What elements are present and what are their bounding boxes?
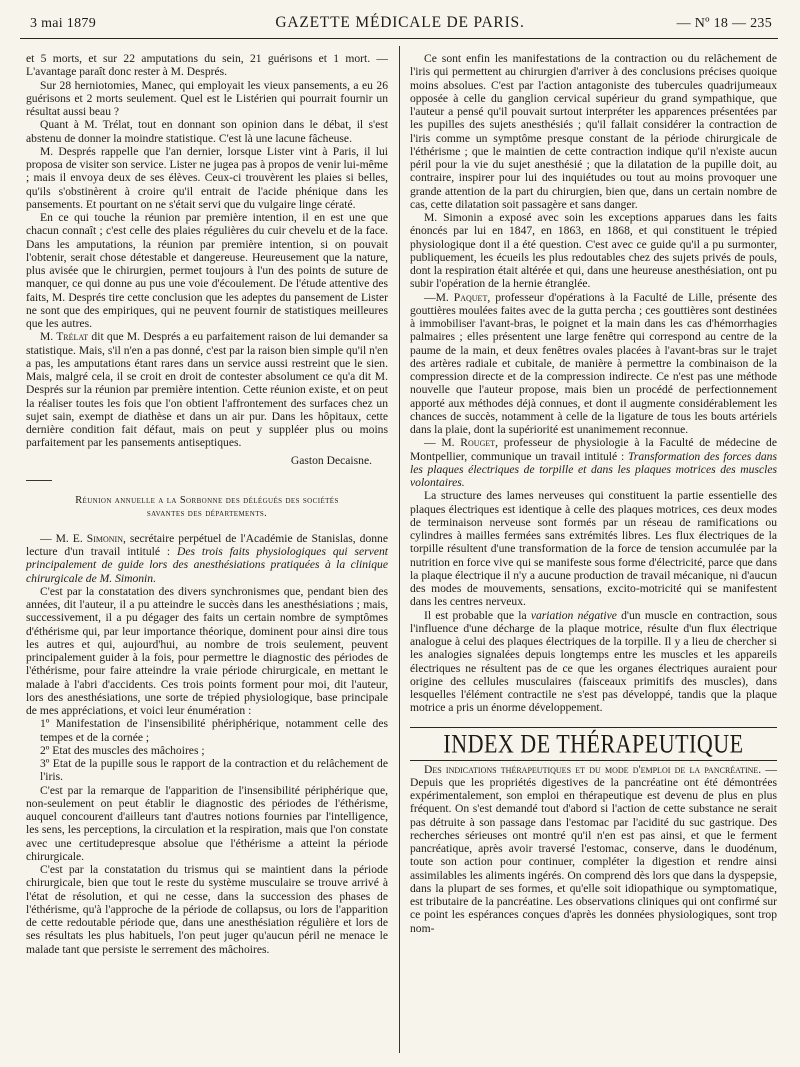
- running-header: [20, 10, 780, 40]
- paragraph: M. Després rappelle que l'an dernier, lorsque Lister vint à Paris, il lui proposa de visiter son service. Lister ne jugea pas à propos de venir lui-même ; mais il envoya deux de ses élèves. Ceux-ci trouvèrent les plaies si belles, qu'ils s'obstinèrent à croire qu'il entrait de l'acide phénique dans les pansements. Et pourtant on ne s'était servi que du vulgaire linge cératé.: [26, 144, 388, 211]
- paragraph: La structure des lames nerveuses qui constituent la partie essentielle des plaques électriques est identique à celle des plaques motrices, ces deux modes de terminaison nerveuse sont formés par un réseau de ramifications ou cylindres à mailles fermées sans extrémités libres. Les flux électriques de la torpille résultent d'une transformation de la force de tension accumulée par la nutrition en force vive qui se manifeste sous forme d'électricité, parce que dans la plaque électrique il n'y a aucune production de travail mécanique, ni d'aucun des modes de mouvements, sensations, excito-motricité qui se manifestent dans les centres nerveux.: [410, 489, 777, 609]
- numbered-list: [26, 717, 388, 783]
- work-title: Des trois faits physiologiques qui servent principalement de guide lors des anesthésiations pratiquées à la clinique chirurgicale de M. Simonin.: [26, 545, 388, 585]
- paragraph-text: , professeur de physiologie à la Faculté de médecine de Montpellier, communique un travail intitulé :: [410, 436, 778, 463]
- list-item: 1º Manifestation de l'insensibilité phériphérique, notamment celle des tempes et de la cornée ;: [40, 717, 388, 744]
- header-issue: — Nº 18 — 235: [676, 16, 772, 31]
- paragraph: C'est par la constatation du trismus qui se maintient dans la période chirurgicale, bien que tout le reste du système musculaire se trouve arrivé à l'état de résolution, et qui ne cesse, dans la succession des phases de l'éthérisme, qu'à l'approche de la période de collapsus, ou lors de l'apparition de cette redoutable période que, dans une anesthésiation régulière et lors de ses résultats les plus habituels, l'on peut juger qu'aucun péril ne menace le malade tant que persiste le serrement des mâchoires.: [26, 863, 388, 956]
- section-title-line: Réunion annuelle a la Sorbonne des délégués des sociétés: [75, 494, 339, 506]
- header-rule: [20, 38, 778, 39]
- index-title: INDEX DE THÉRAPEUTIQUE: [443, 728, 744, 758]
- section-divider: [26, 480, 52, 481]
- work-title: Transformation des forces dans les plaques électriques de torpille et dans les plaques motrices des muscles volontaires.: [410, 449, 777, 489]
- paragraph: [410, 436, 777, 489]
- column-divider: [399, 46, 400, 1053]
- list-item: 3º Etat de la pupille sous le rapport de la contraction et du relâchement de l'iris.: [40, 757, 388, 784]
- paragraph: [410, 609, 777, 715]
- speaker-name: — M. Rouget: [424, 436, 496, 450]
- speaker-name: —M. Paquet: [424, 290, 488, 304]
- paragraph: En ce qui touche la réunion par première intention, il en est une que chacun connaît ; c'est celle des plaies régulières du cuir chevelu et de la face. Dans les amputations, la réunion par première intention, si on pouvait l'obtenir, serait chose détestable et dangereuse. Heureusement que la nature, plus avisée que le chirurgien, permet toujours à l'un des points de suture de manquer, ce qui donne au pus une voie d'écoulement. De l'étude attentive des faits, M. Després tire cette conclusion que les adeptes du pansement de Lister ne sont que des empiriques, qui ne peuvent fournir de statistiques meilleures que les autres.: [26, 211, 388, 330]
- paragraph-text: Il est probable que la: [424, 608, 531, 622]
- paragraph: Ce sont enfin les manifestations de la contraction ou du relâchement de l'iris qui permettent au chirurgien d'arriver à des conclusions précises quoique moins absolues. C'est par l'action antagoniste des tubercules quadrijumeaux opposée à celle du ganglion cervical supérieur du grand sympathique, que l'auteur a pensé qu'il pouvait surtout interpréter les apparences présentées par les pupilles des sujets anesthésiés ; qu'il fallait considérer la contraction de l'iris comme un symptôme presque constant de la période chirurgicale de l'éthérisme ; que le maintien de cette contraction indique qu'il n'existe aucun péril pour la vie du sujet anesthésié ; que la dilatation de la pupille doit, au contraire, inspirer pour lui des inquiétudes ou tout au moins provoquer une grande attention de la part du chirurgien, bien que, dans un certain nombre de cas, cette dilatation soit passagère et sans danger.: [410, 52, 777, 211]
- speaker-name: — M. E. Simonin: [40, 531, 123, 545]
- paragraph: [26, 330, 388, 449]
- article-lead: Des indications thérapeutiques et du mode d'emploi de la pancréatine.: [424, 762, 762, 776]
- paragraph: Quant à M. Trélat, tout en donnant son opinion dans le débat, il s'est abstenu de donner la moindre statistique. C'est là une lacune fâcheuse.: [26, 118, 388, 145]
- paragraph: C'est par la remarque de l'apparition de l'insensibilité périphérique que, non-seulement on peut établir le diagnostic des périodes de l'éthérisme, auquel concourent d'ailleurs tant d'autres notions fournies par l'intelligence, les sens, les perceptions, la circulation et la respiration, mais que l'on constate avec une certitudepresque absolue que l'éthérisme a atteint la période chirurgicale.: [26, 783, 388, 863]
- paragraph: et 5 morts, et sur 22 amputations du sein, 21 guérisons et 1 mort. — L'avantage paraît donc rester à M. Després.: [26, 52, 388, 79]
- emphasis: variation négative: [530, 608, 617, 622]
- paragraph: Sur 28 herniotomies, Manec, qui employait les vieux pansements, a eu 26 guérisons et 2 morts seulement. Quel est le Listérien qui pourrait fournir un résultat aussi beau ?: [26, 78, 388, 118]
- section-title-line: savantes des départements.: [146, 507, 268, 519]
- left-column: [26, 52, 388, 956]
- paragraph-text: — Depuis que les propriétés digestives de la pancréatine ont été démontrées expérimentalement, son emploi en thérapeutique est devenu de plus en plus fréquent. On s'est demandé tout d'abord si l'action de cette substance ne serait pas détruite à son passage dans l'estomac par l'acidité du suc gastrique. Des recherches sérieuses ont montré qu'il n'en est pas ainsi, et que le ferment pancréatique, après avoir traversé l'estomac, conserve, dans le duodénum, toute son action pour continuer, compléter la digestion et rendre ainsi assimilables les aliments ingérés. On comprend dès lors que dans la dyspepsie, dans la plupart de ses formes, et qu'elle soit idiopathique ou symptomatique, est tributaire de la pancréatine. Les observations cliniques qui ont confirmé sur ce point les espérances conçues d'après les données physiologiques, sont trop nom-: [410, 762, 777, 935]
- paragraph-text: d'un muscle en contraction, sous l'influence d'une décharge de la plaque motrice, résulte d'un flux électrique analogue à celui des plaques électriques de la torpille. Il y a lieu de chercher si les analogies signalées depuis longtemps entre les muscles et les appareils électriques ne résultent pas de ce que les organes électriques auraient pour origine des cellules musculaires (faisceaux primitifs des muscles), dans lesquelles l'élément contractile ne s'est pas développé, tandis que la plaque motrice a pris un énorme développement.: [410, 608, 778, 715]
- section-title: [26, 494, 388, 520]
- header-date: 3 mai 1879: [30, 16, 96, 31]
- index-heading-box: [410, 727, 777, 761]
- paragraph-text: , secrétaire perpétuel de l'Académie de Stanislas, donne lecture d'un travail intitulé :: [26, 531, 388, 558]
- paragraph: [410, 291, 777, 437]
- author-signature: Gaston Decaisne.: [290, 453, 372, 467]
- paragraph-text: , professeur d'opérations à la Faculté de Lille, présente des gouttières moulées faites avec de la gutta percha ; ces gouttières sont destinées à immobiliser l'avant-bras, le poignet et la main dans les cas d'hémorrhagies palmaires ; elles présentent une large fenêtre qui correspond au centre de la paume de la main, et deux fenêtres ovales placées à l'avant-bras sur le trajet des artères radiale et cubitale, de manière à permettre la combinaison de la compression directe et de la compression indirecte. Ce n'est pas une méthode nouvelle que l'auteur propose, mais bien un procédé de perfectionnement apporté aux méthodes déjà connues, et dont il augmente considérablement les chances de succès, notamment à celle de la ligature de tous les bouts artériels dans la plaie, dont la supériorité est unanimement reconnue.: [410, 290, 777, 436]
- paragraph: C'est par la constatation des divers synchronismes que, pendant bien des années, dit l'auteur, il a pu atteindre le succès dans les anesthésiations ; mais, successivement, il a pu dégager des faits un certain nombre de symptômes d'éthérisme qui, par leur importance théorique, dominent pour ainsi dire tous les autres et qui, aujourd'hui, au nombre de trois seulement, peuvent principalement guider à la fois, pour permettre le diagnostic des périodes de l'éthérisme, pour faire atteindre la vraie période chirurgicale, en mettant le malade à l'abri d'accidents. Ces trois points forment pour moi, dit l'auteur, lors des anesthésiations, une sorte de trépied physiologique, base principale de mes appréciations, et voici leur énumération :: [26, 584, 388, 717]
- right-column: [410, 52, 777, 935]
- header-title: GAZETTE MÉDICALE DE PARIS.: [275, 14, 525, 31]
- speaker-name: M. Trélat: [40, 330, 89, 344]
- paragraph-text: dit que M. Després a eu parfaitement raison de lui demander sa statistique. Mais, s'il n'en a pas donné, c'est par la raison bien simple qu'il n'en a pas, les amputations étant rares dans un service aussi restreint que le sien. Mais, malgré cela, il se croit en droit de contester absolument ce qu'a dit M. Després sur la réunion par première intention. Cette réunion existe, et on peut la réaliser toutes les fois que l'on obtient l'affrontement des surfaces chez un sujet sain, exempt de diathèse et dans un air pur. Dans les hôpitaux, cette dernière condition fait défaut, mais on peut y suppléer plus ou moins parfaitement par les pansements antiseptiques.: [26, 330, 388, 450]
- paragraph: M. Simonin a exposé avec soin les exceptions apparues dans les faits énoncés par lui en 1847, en 1863, en 1868, et qui constituent le trépied physiologique dont il a été question. C'est avec ce guide qu'il a pu surmonter, publiquement, les écueils les plus redoutables chez des sujets privés de pouls, dont la respiration était altérée et qui, dans une heureuse anesthésiation, ont pu subir l'opération de la hernie étranglée.: [410, 211, 777, 291]
- paragraph: [410, 763, 777, 935]
- paragraph: [26, 532, 388, 585]
- list-item: 2º Etat des muscles des mâchoires ;: [40, 743, 205, 757]
